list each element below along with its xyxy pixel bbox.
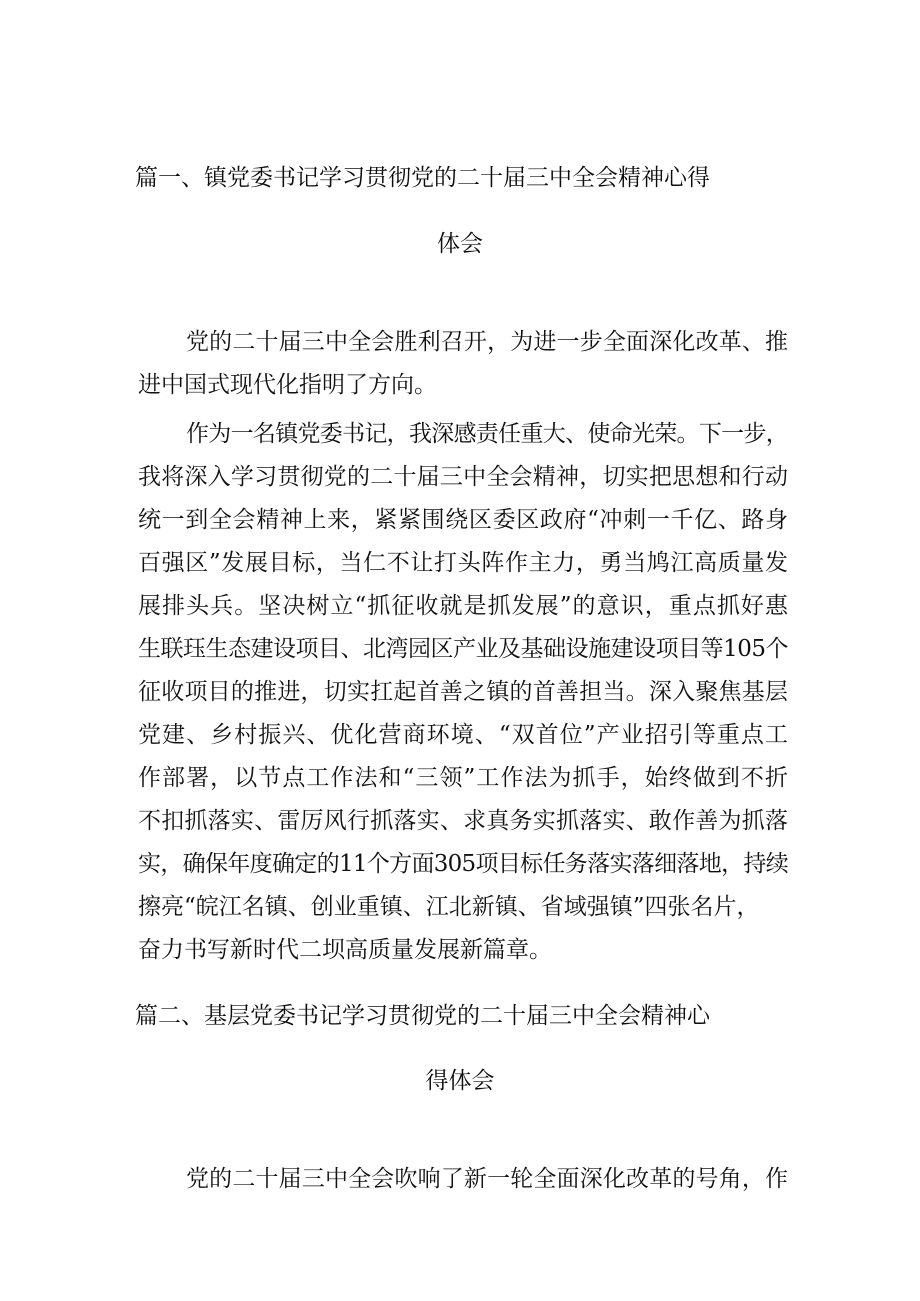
section1-para2-line4: 百强区”发展目标，当仁不让打头阵作主力，勇当鸠江高质量发 xyxy=(138,550,788,576)
section1-para1-line2: 进中国式现代化指明了方向。 xyxy=(138,372,437,398)
section1-para2-line6: 生联珏生态建设项目、北湾园区产业及基础设施建设项目等105个 xyxy=(138,636,788,662)
section1-para2-line10: 不扣抓落实、雷厉风行抓落实、求真务实抓落实、敢作善为抓落 xyxy=(138,808,788,834)
section2-title-line2: 得体会 xyxy=(425,1068,495,1094)
section1-para2-line1: 作为一名镇党委书记，我深感责任重大、使命光荣。下一步， xyxy=(186,421,788,447)
section1-para2-line12: 擦亮“皖江名镇、创业重镇、江北新镇、省域强镇”四张名片， xyxy=(138,894,760,920)
section1-title-line2: 体会 xyxy=(437,231,483,257)
section1-title-line1: 篇一、镇党委书记学习贯彻党的二十届三中全会精神心得 xyxy=(135,165,710,191)
section2-para1-line1: 党的二十届三中全会吹响了新一轮全面深化改革的号角，作 xyxy=(186,1166,788,1192)
section1-para2-line11: 实，确保年度确定的11个方面305项目标任务落实落细落地，持续 xyxy=(138,851,788,877)
section1-para2-line8: 党建、乡村振兴、优化营商环境、“双首位”产业招引等重点工 xyxy=(138,722,788,748)
section1-para2-line7: 征收项目的推进，切实扛起首善之镇的首善担当。深入聚焦基层 xyxy=(138,679,788,705)
section1-para2-line2: 我将深入学习贯彻党的二十届三中全会精神，切实把思想和行动 xyxy=(138,464,788,490)
section2-title-line1: 篇二、基层党委书记学习贯彻党的二十届三中全会精神心 xyxy=(135,1003,710,1029)
section1-para1-line1: 党的二十届三中全会胜利召开，为进一步全面深化改革、推 xyxy=(186,329,788,355)
section1-para2-line5: 展排头兵。坚决树立“抓征收就是抓发展”的意识，重点抓好惠 xyxy=(138,593,788,619)
section1-para2-line9: 作部署，以节点工作法和“三领”工作法为抓手，始终做到不折 xyxy=(138,765,788,791)
section1-para2-line3: 统一到全会精神上来，紧紧围绕区委区政府“冲刺一千亿、路身 xyxy=(138,507,788,533)
section1-para2-line13: 奋力书写新时代二坝高质量发展新篇章。 xyxy=(138,937,552,963)
